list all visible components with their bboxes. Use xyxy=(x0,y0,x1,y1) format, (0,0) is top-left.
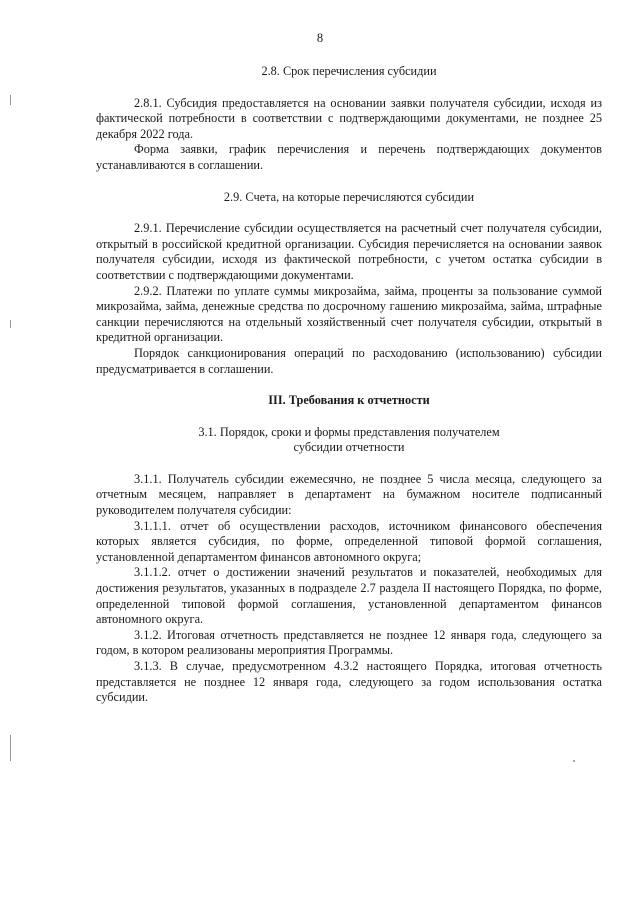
subsection-heading-3-1-line1: 3.1. Порядок, сроки и формы представления получателем xyxy=(198,424,500,439)
spacer xyxy=(96,205,602,221)
section-heading-2-8: 2.8. Срок перечисления субсидии xyxy=(261,64,437,78)
paragraph-3-1-2: 3.1.2. Итоговая отчетность представляется не позднее 12 января года, следующего за годом, в котором реализованы мероприятия Программы. xyxy=(96,627,602,658)
paragraph-2-9-1: 2.9.1. Перечисление субсидии осуществляется на расчетный счет получателя субсидии, открытый в российской кредитной организации. Субсидия перечисляется на основании заявок получателя субсидии, исходя из фактической потребности, с учетом остатка субсидии в соответствии с подтверждающими документами. xyxy=(96,221,602,282)
paragraph-2-9-order: Порядок санкционирования операций по расходованию (использованию) субсидии предусматривается в соглашении. xyxy=(96,345,602,376)
document-body xyxy=(96,64,602,706)
paragraph-3-1-3: 3.1.3. В случае, предусмотренном 4.3.2 настоящего Порядка, итоговая отчетность представляется не позднее 12 января года, следующего за годом использования остатка субсидии. xyxy=(96,659,602,705)
scan-mark xyxy=(10,735,11,761)
chapter-heading-3: III. Требования к отчетности xyxy=(268,393,430,408)
section-heading-2-9: 2.9. Счета, на которые перечисляются субсидии xyxy=(223,189,475,204)
paragraph-2-8-1: 2.8.1. Субсидия предоставляется на основании заявки получателя субсидии, исходя из фактической потребности в соответствии с подтверждающими документами, не позднее 25 декабря 2022 года. xyxy=(96,95,602,141)
page-number: 8 xyxy=(316,31,324,45)
spacer xyxy=(96,409,602,425)
spacer xyxy=(96,80,602,96)
spacer xyxy=(96,456,602,472)
scan-dot xyxy=(573,760,575,762)
spacer xyxy=(96,377,602,393)
scan-mark xyxy=(10,95,11,105)
scan-mark xyxy=(10,320,11,328)
subsection-heading-3-1-line2: субсидии отчетности xyxy=(293,440,405,455)
spacer xyxy=(96,174,602,190)
paragraph-2-9-2: 2.9.2. Платежи по уплате суммы микрозайма, займа, проценты за пользование суммой микрозайма, займа, денежные средства по досрочному гашению микрозайма, займа, штрафные санкции перечисляются на отдельный хозяйственный счет получателя субсидии, открытый в кредитной организации. xyxy=(96,283,602,345)
paragraph-3-1-1: 3.1.1. Получатель субсидии ежемесячно, не позднее 5 числа месяца, следующего за отчетным месяцем, направляет в департамент на бумажном носителе подписанный руководителем получателя субсидии: xyxy=(96,471,602,518)
paragraph-2-8-form: Форма заявки, график перечисления и перечень подтверждающих документов устанавливаются в соглашении. xyxy=(96,142,602,172)
paragraph-3-1-1-1: 3.1.1.1. отчет об осуществлении расходов, источником финансового обеспечения которых является субсидия, по форме, определенной типовой формой соглашения, установленной департаментом финансов автономного округа; xyxy=(96,518,602,564)
paragraph-3-1-1-2: 3.1.1.2. отчет о достижении значений результатов и показателей, необходимых для достижения результатов, указанных в подразделе 2.7 раздела II настоящего Порядка, по форме, определенной типовой формой соглашения, установленной департаментом финансов автономного округа. xyxy=(96,565,602,627)
